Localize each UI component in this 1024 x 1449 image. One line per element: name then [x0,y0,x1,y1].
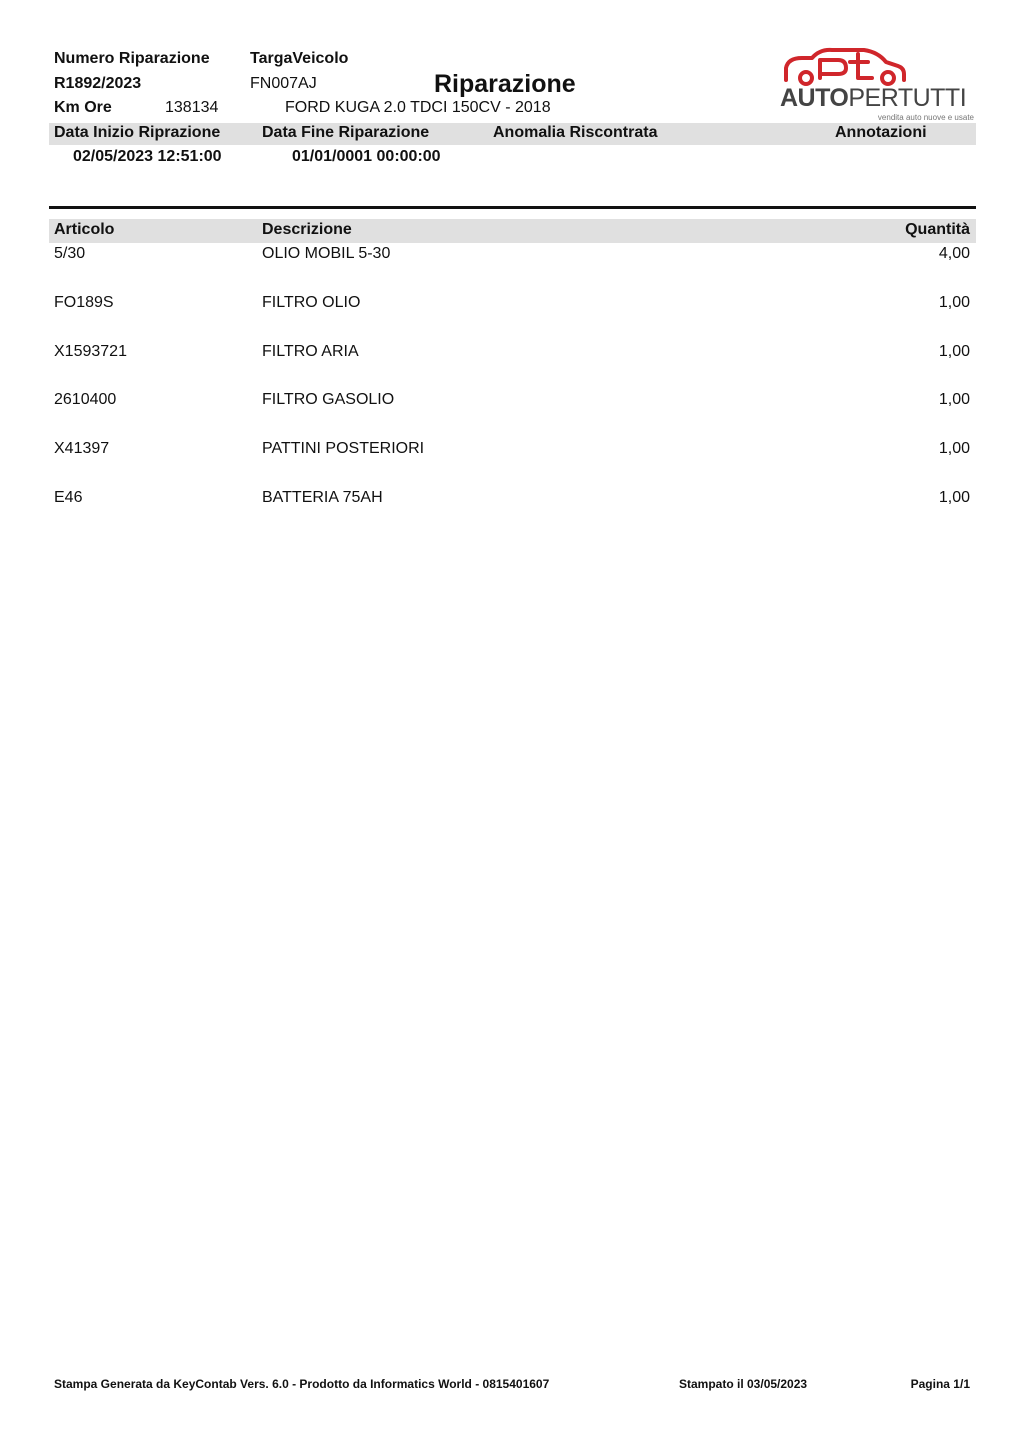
quantita-cell: 1,00 [938,489,970,506]
targa-value: FN007AJ [250,75,317,92]
km-ore-value: 138134 [165,99,219,116]
table-row [0,245,1024,269]
page-title: Riparazione [434,70,576,98]
col-header-descrizione: Descrizione [262,221,352,238]
quantita-cell: 1,00 [938,294,970,311]
logo-brand-light: PERTUTTI [848,84,967,112]
descrizione-cell: BATTERIA 75AH [262,489,383,506]
section-divider [49,206,976,209]
annotazioni-label: Annotazioni [835,124,927,141]
articolo-cell: E46 [54,489,83,506]
table-header-band [49,219,976,243]
descrizione-cell: FILTRO ARIA [262,343,359,360]
data-fine-label: Data Fine Riparazione [262,124,430,141]
articolo-cell: X41397 [54,440,110,457]
numero-riparazione-label: Numero Riparazione [54,50,210,67]
targa-label: TargaVeicolo [250,50,349,67]
quantita-cell: 1,00 [938,343,970,360]
table-row [0,294,1024,318]
vehicle-description: FORD KUGA 2.0 TDCI 150CV - 2018 [285,99,551,116]
quantita-cell: 1,00 [938,391,970,408]
logo-brand-bold: AUTO [780,84,849,112]
table-row [0,343,1024,367]
numero-riparazione-value: R1892/2023 [54,75,142,92]
descrizione-cell: PATTINI POSTERIORI [262,440,425,457]
descrizione-cell: OLIO MOBIL 5-30 [262,245,391,262]
km-ore-label: Km Ore [54,99,112,116]
table-row [0,440,1024,464]
data-fine-value: 01/01/0001 00:00:00 [292,148,441,165]
logo-brand-text [780,84,966,113]
articolo-cell: 2610400 [54,391,117,408]
anomalia-label: Anomalia Riscontrata [493,124,658,141]
articolo-cell: X1593721 [54,343,127,360]
articolo-cell: 5/30 [54,245,86,262]
articolo-cell: FO189S [54,294,114,311]
col-header-articolo: Articolo [54,221,115,238]
col-header-quantita: Quantità [905,221,970,238]
descrizione-cell: FILTRO GASOLIO [262,391,395,408]
car-logo-icon [780,46,910,86]
descrizione-cell: FILTRO OLIO [262,294,361,311]
footer-page-number: Pagina 1/1 [910,1377,970,1391]
quantita-cell: 1,00 [938,440,970,457]
company-logo [780,46,976,124]
table-row [0,391,1024,415]
footer-print-date: Stampato il 03/05/2023 [679,1377,808,1391]
table-row [0,489,1024,513]
logo-tagline: vendita auto nuove e usate [877,113,974,122]
data-inizio-value: 02/05/2023 12:51:00 [73,148,222,165]
footer-generated-by: Stampa Generata da KeyContab Vers. 6.0 - Prodotto da Informatics World - 0815401607 [54,1377,550,1391]
quantita-cell: 4,00 [938,245,970,262]
data-inizio-label: Data Inizio Riprazione [54,124,221,141]
